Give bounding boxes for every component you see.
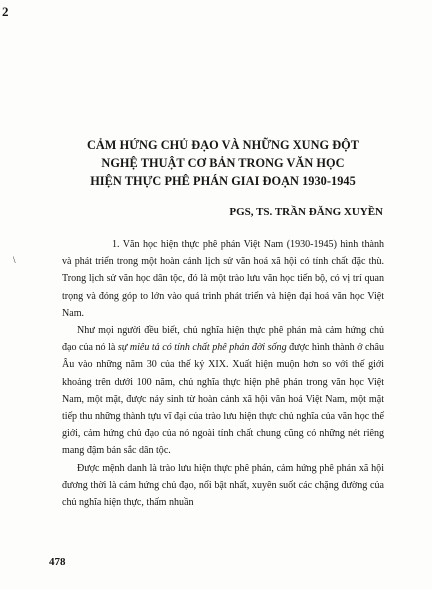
paragraph-2-end: được hình thành ở châu Âu vào những năm 30 của thế kỷ XIX. Xuất hiện muộn hơn so với thế giới khoảng trên dưới 100 năm, chủ nghĩa thực hiện phê phán trong văn học Việt Nam, một mặt, được nảy sinh từ hoàn cảnh xã hội văn hoá Việt Nam, một mặt tiếp thu những thành tựu vĩ đại của trào lưu hiện thực chủ nghĩa của văn học thế giới, cảm hứng chủ đạo của nó ngoài tính chất chung cũng có những nét riêng mang đậm bản sắc dân tộc.	[62, 342, 384, 457]
article-title	[70, 136, 376, 190]
title-line-3: HIỆN THỰC PHÊ PHÁN GIAI ĐOẠN 1930-1945	[90, 174, 356, 188]
paragraph-2	[62, 322, 384, 460]
corner-mark: 2	[2, 4, 9, 19]
title-line-2: NGHỆ THUẬT CƠ BẢN TRONG VĂN HỌC	[101, 156, 345, 170]
paragraph-1: 1. Văn học hiện thực phê phán Việt Nam (1930-1945) hình thành và phát triển trong một hoàn cảnh lịch sử văn hoá xã hội có tính chất đặc thù. Trong lịch sử văn học dân tộc, đó là một trào lưu văn học tiến bộ, có vị trí quan trọng và đóng góp to lớn vào quá trình phát triển và hiện đại hoá văn học Việt Nam.	[62, 239, 384, 319]
margin-mark: \	[13, 255, 16, 265]
body-text	[62, 236, 384, 511]
paragraph-2-emphasis: sự miêu tả có tính chất phê phán đời sống	[117, 342, 287, 354]
page-number: 478	[49, 556, 66, 568]
title-line-1: CẢM HỨNG CHỦ ĐẠO VÀ NHỮNG XUNG ĐỘT	[86, 138, 360, 152]
paragraph-2-start: Như mọi người đều biết, chủ nghĩa hiện thực phê phán mà cảm hứng chủ đạo của nó là	[62, 325, 384, 354]
paragraph-3: Được mệnh danh là trào lưu hiện thực phê phán, cảm hứng phê phán xã hội đương thời là cảm hứng chủ đạo, nổi bật nhất, xuyên suốt các chặng đường của chủ nghĩa hiện thực, thấm nhuần	[62, 462, 384, 509]
author-byline: PGS, TS. TRẦN ĐĂNG XUYỀN	[229, 206, 383, 218]
